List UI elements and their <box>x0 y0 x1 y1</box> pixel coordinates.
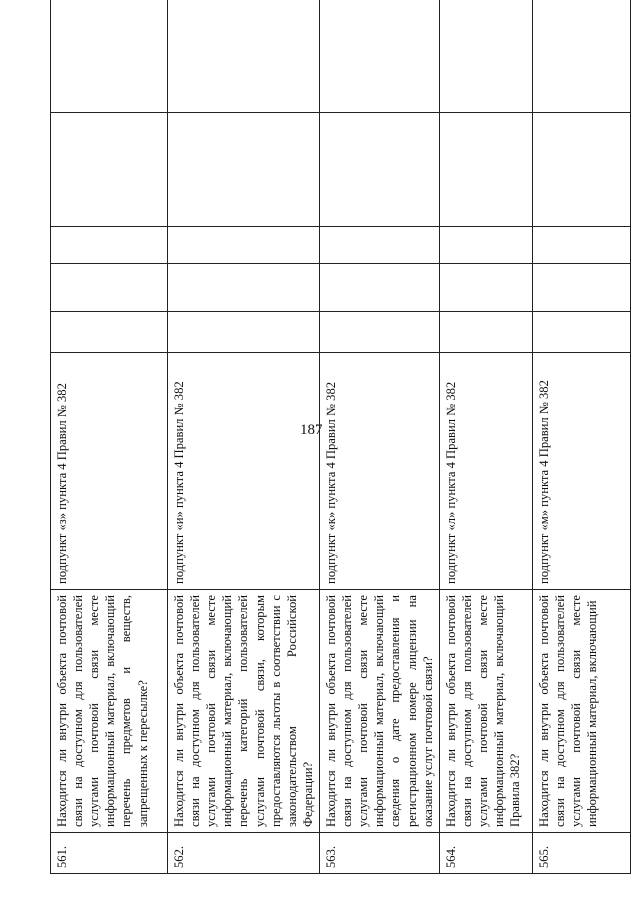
row-number: 562. <box>168 833 320 874</box>
comment-cell <box>51 0 168 113</box>
legal-reference: подпункт «л» пункта 4 Правил № 382 <box>439 353 532 590</box>
table-row <box>532 0 630 874</box>
page-number: 187 <box>300 422 323 438</box>
comment-cell <box>168 0 320 113</box>
rotated-table-wrapper <box>50 30 604 874</box>
notes-cell <box>168 113 320 227</box>
answer-cell-na <box>51 227 168 264</box>
answer-cell-na <box>439 227 532 264</box>
row-number: 564. <box>439 833 532 874</box>
question-text: Находится ли внутри объекта почтовой связи на доступном для пользователей услугами почтовой связи месте информационный материал, включающий Правила 382? <box>439 590 532 833</box>
answer-cell-yes <box>168 312 320 353</box>
row-number: 565. <box>532 833 630 874</box>
question-text: Находится ли внутри объекта почтовой связи на доступном для пользователей услугами почтовой связи месте информационный материал, включающий перечень категорий пользователей услугами почтовой связи, которым предоставляются льготы в соответствии с законодательством Российской Федерации? <box>168 590 320 833</box>
question-text: Находится ли внутри объекта почтовой связи на доступном для пользователей услугами почтовой связи месте информационный материал, включающий <box>532 590 630 833</box>
notes-cell <box>319 113 439 227</box>
row-number: 563. <box>319 833 439 874</box>
answer-cell-yes <box>439 312 532 353</box>
answer-cell-yes <box>319 312 439 353</box>
legal-reference: подпункт «и» пункта 4 Правил № 382 <box>168 353 320 590</box>
comment-cell <box>319 0 439 113</box>
question-text: Находится ли внутри объекта почтовой связи на доступном для пользователей услугами почтовой связи месте информационный материал, включающий сведения о дате предоставления и регистрационном номере лицензии на оказание услуг почтовой связи? <box>319 590 439 833</box>
notes-cell <box>51 113 168 227</box>
answer-cell-na <box>319 227 439 264</box>
notes-cell <box>439 113 532 227</box>
question-text: Находится ли внутри объекта почтовой связи на доступном для пользователей услугами почтовой связи месте информационный материал, включающий перечень предметов и веществ, запрещенных к пересылке? <box>51 590 168 833</box>
answer-cell-na <box>168 227 320 264</box>
answer-cell-no <box>168 264 320 312</box>
answer-cell-no <box>532 264 630 312</box>
answer-cell-yes <box>532 312 630 353</box>
table-row <box>319 0 439 874</box>
answer-cell-no <box>51 264 168 312</box>
table-row <box>168 0 320 874</box>
legal-reference: подпункт «з» пункта 4 Правил № 382 <box>51 353 168 590</box>
legal-reference: подпункт «м» пункта 4 Правил № 382 <box>532 353 630 590</box>
table-row <box>439 0 532 874</box>
checklist-table <box>50 0 631 874</box>
answer-cell-no <box>319 264 439 312</box>
comment-cell <box>532 0 630 113</box>
answer-cell-no <box>439 264 532 312</box>
table-row <box>51 0 168 874</box>
answer-cell-yes <box>51 312 168 353</box>
legal-reference: подпункт «к» пункта 4 Правил № 382 <box>319 353 439 590</box>
row-number: 561. <box>51 833 168 874</box>
comment-cell <box>439 0 532 113</box>
answer-cell-na <box>532 227 630 264</box>
notes-cell <box>532 113 630 227</box>
